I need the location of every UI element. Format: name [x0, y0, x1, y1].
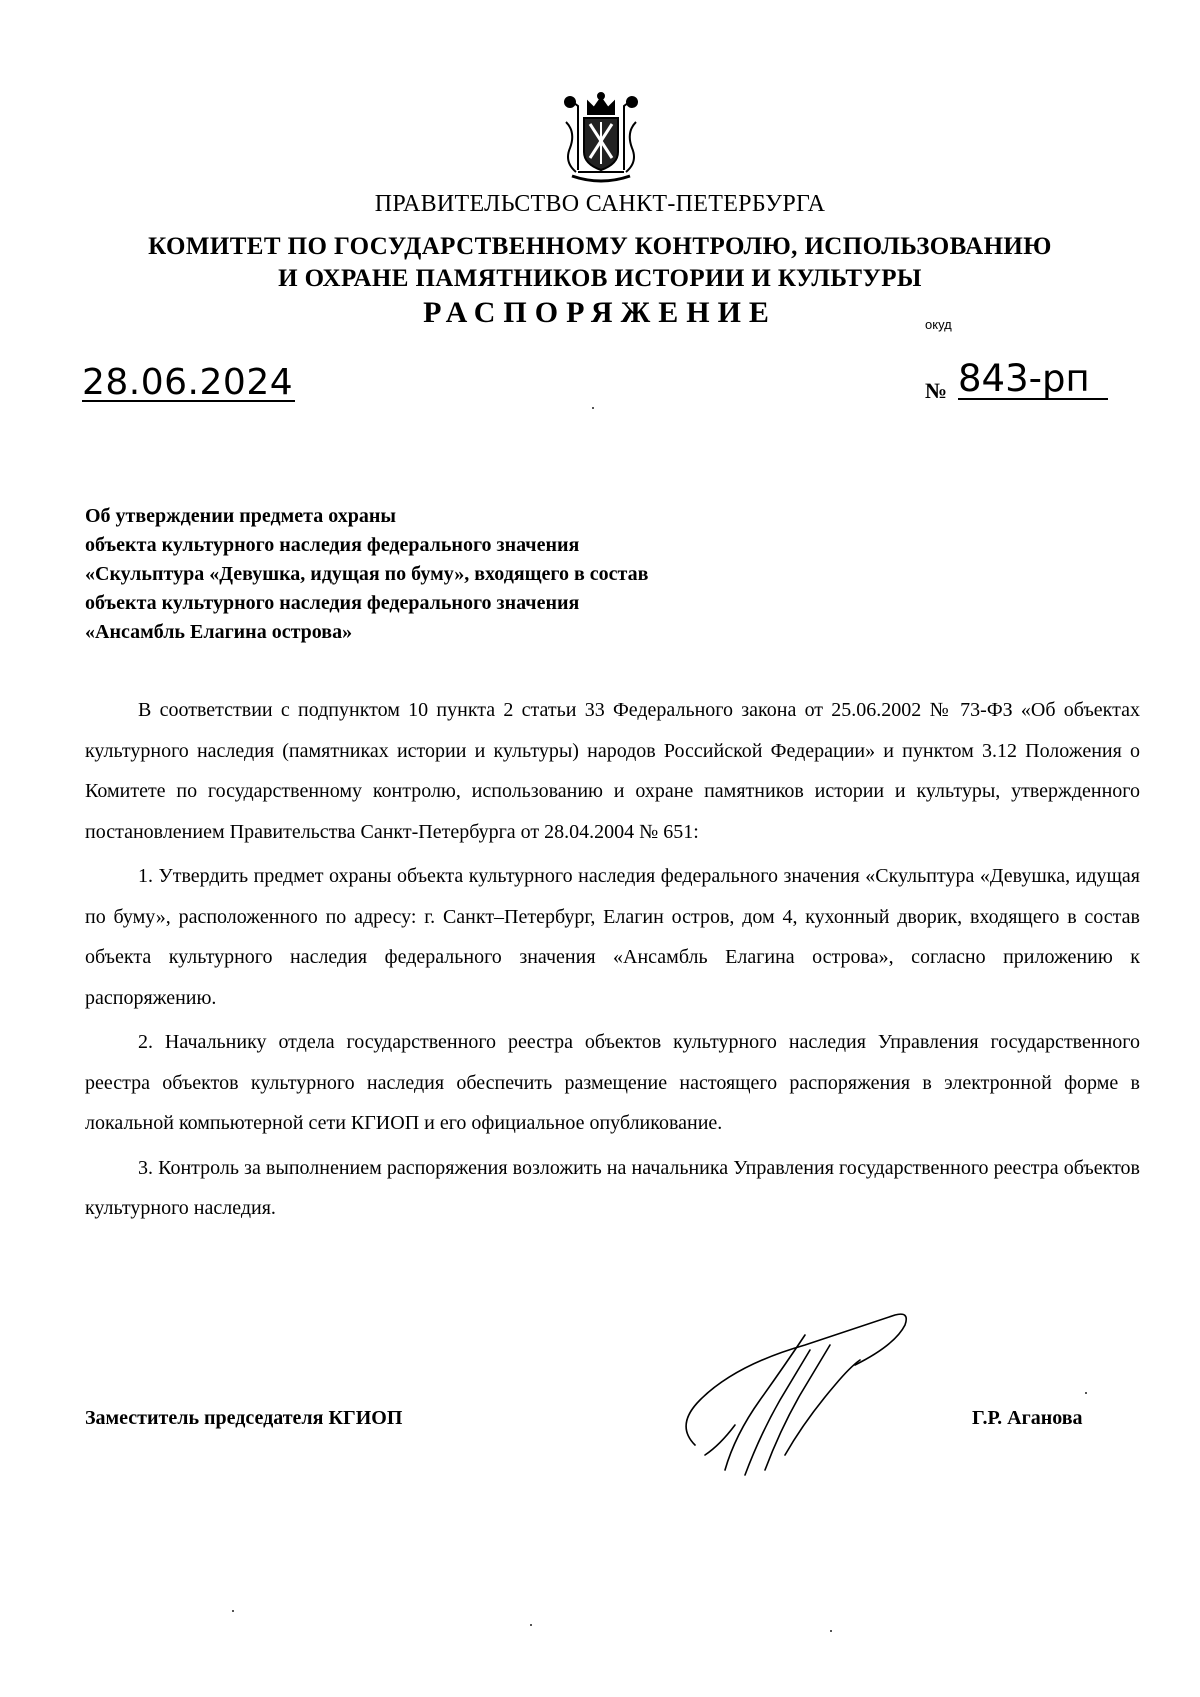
subject-line-3: «Скульптура «Девушка, идущая по буму», входящего в состав: [85, 563, 649, 585]
document-type-title: РАСПОРЯЖЕНИЕ: [423, 296, 777, 329]
order-item-2: 2. Начальнику отдела государственного реестра объектов культурного наследия Управления государственного реестра объектов культурного наследия обеспечить размещение настоящего распоряжения в электронной форме в локальной компьютерной сети КГИОП и его официальное опубликование.: [85, 1031, 1140, 1134]
committee-name-line-2: И ОХРАНЕ ПАМЯТНИКОВ ИСТОРИИ И КУЛЬТУРЫ: [278, 265, 922, 292]
subject-line-1: Об утверждении предмета охраны: [85, 505, 396, 527]
order-item-3: 3. Контроль за выполнением распоряжения возложить на начальника Управления государственного реестра объектов культурного наследия.: [85, 1156, 1140, 1219]
coat-of-arms-emblem: [558, 92, 644, 184]
scan-speck: [1085, 1392, 1087, 1394]
subject-line-2: объекта культурного наследия федерального значения: [85, 534, 580, 556]
subject-line-4: объекта культурного наследия федерального значения: [85, 592, 580, 614]
committee-name-line-1: КОМИТЕТ ПО ГОСУДАРСТВЕННОМУ КОНТРОЛЮ, ИСПОЛЬЗОВАНИЮ: [148, 233, 1052, 260]
scan-speck: [592, 407, 594, 409]
subject-line-5: «Ансамбль Елагина острова»: [85, 621, 353, 643]
handwritten-signature: [665, 1305, 925, 1480]
signatory-name: Г.Р. Аганова: [972, 1407, 1083, 1429]
document-number: 843-рп: [958, 360, 1108, 400]
preamble-paragraph: В соответствии с подпунктом 10 пункта 2 статьи 33 Федерального закона от 25.06.2002 № 73-ФЗ «Об объектах культурного наследия (памятниках истории и культуры) народов Российской Федерации» и пунктом 3.12 Положения о Комитете по государственному контролю, использованию и охране памятников истории и культуры, утвержденного постановлением Правительства Санкт-Петербурга от 28.04.2004 № 651:: [85, 699, 1140, 843]
document-date: 28.06.2024: [82, 362, 294, 403]
okud-label: окуд: [925, 317, 952, 332]
order-item-1: 1. Утвердить предмет охраны объекта культурного наследия федерального значения «Скульптура «Девушка, идущая по буму», расположенного по адресу: г. Санкт–Петербург, Елагин остров, дом 4, кухонный дворик, входящего в состав объекта культурного наследия федерального значения «Ансамбль Елагина острова», согласно приложению к распоряжению.: [85, 865, 1140, 1009]
document-subject: [85, 502, 845, 647]
scan-speck: [530, 1624, 532, 1626]
number-sign: №: [925, 378, 948, 403]
scan-speck: [232, 1610, 234, 1612]
signatory-title: Заместитель председателя КГИОП: [85, 1407, 403, 1429]
government-name: ПРАВИТЕЛЬСТВО САНКТ-ПЕТЕРБУРГА: [374, 191, 826, 217]
scan-speck: [830, 1630, 832, 1632]
document-body: [85, 690, 1140, 1233]
